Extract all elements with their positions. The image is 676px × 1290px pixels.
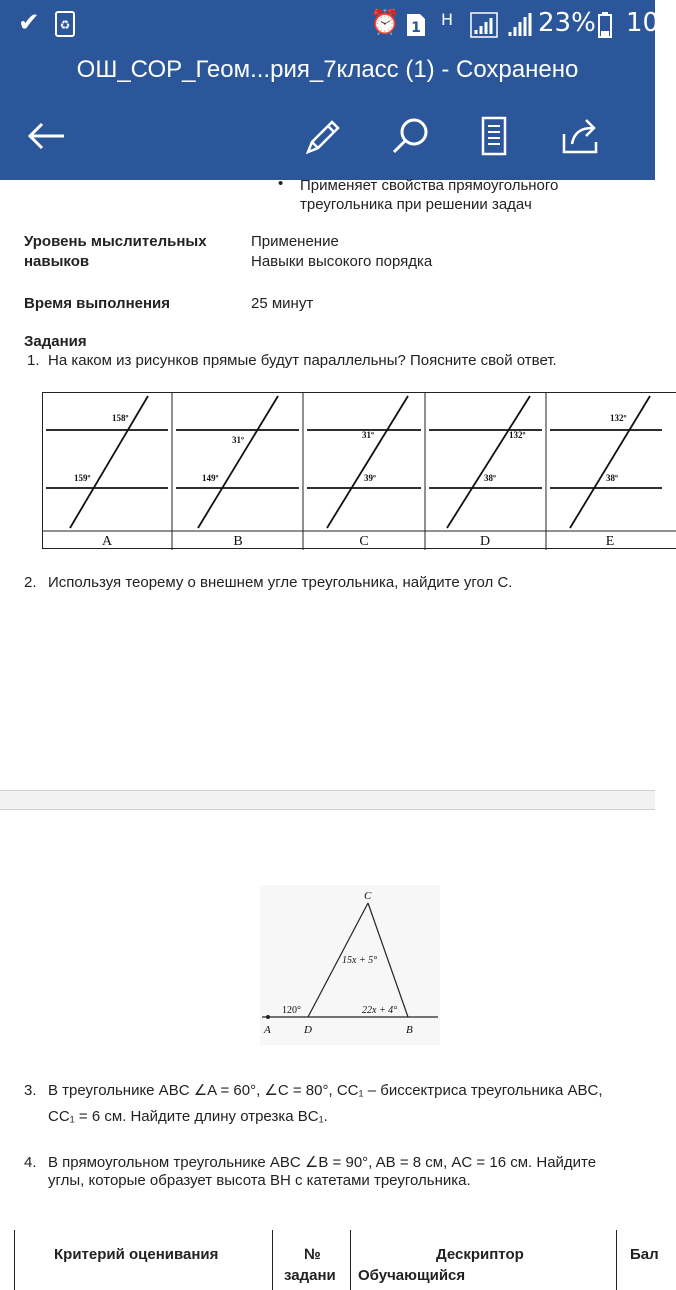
share-icon — [556, 112, 604, 160]
pencil-icon — [298, 112, 346, 160]
q3-line2: CC₁ = 6 см. Найдите длину отрезка BC₁. — [48, 1107, 328, 1127]
battery-percent: 23% — [538, 8, 596, 38]
document-title: ОШ_СОР_Геом...рия_7класс (1) - Сохранено — [0, 56, 655, 84]
task-number-header-line1: № — [304, 1245, 321, 1265]
fig-b-top-angle: 31º — [232, 435, 244, 445]
fig-e-label: E — [606, 534, 615, 549]
descriptor-header-line2: Обучающийся — [358, 1266, 465, 1286]
descriptor-header-line1: Дескриптор — [436, 1245, 524, 1265]
angle-b-label: 22x + 4° — [362, 1005, 397, 1016]
triangle-figure — [260, 885, 440, 1045]
q1-number: 1. — [27, 351, 40, 371]
sim-icon — [405, 12, 427, 45]
angle-exterior-label: 120° — [282, 1005, 301, 1016]
fig-d-label: D — [480, 534, 490, 549]
q4-number: 4. — [24, 1153, 37, 1173]
q4-line1: В прямоугольном треугольнике ABC ∠B = 90°, AB = 8 см, AC = 16 см. Найдите — [48, 1153, 596, 1173]
svg-text:♻: ♻ — [60, 18, 71, 32]
fig-c-label: C — [359, 534, 368, 549]
fig-e-top-angle: 132º — [610, 413, 627, 423]
reading-view-icon — [470, 112, 518, 160]
fig-a-bottom-angle: 159º — [74, 473, 91, 483]
time-label: Время выполнения — [24, 294, 170, 314]
angle-c-label: 15x + 5° — [342, 955, 377, 966]
search-icon — [386, 112, 434, 160]
bullet-text-line1: Применяет свойства прямоугольного — [300, 176, 558, 196]
fig-d-bottom-angle: 38º — [484, 473, 496, 483]
alarm-icon: ⏰ — [370, 8, 400, 36]
share-button[interactable] — [556, 112, 604, 160]
level-value-line1: Применение — [251, 232, 339, 252]
level-label-line1: Уровень мыслительных — [24, 232, 207, 252]
status-bar — [0, 0, 655, 50]
vertex-c-label: C — [364, 890, 372, 902]
q2-text: Используя теорему о внешнем угле треугольника, найдите угол C. — [48, 573, 512, 593]
reading-view-button[interactable] — [470, 112, 518, 160]
fig-b-bottom-angle: 149º — [202, 473, 219, 483]
bullet-text-line2: треугольника при решении задач — [300, 195, 532, 215]
fig-a-top-angle: 158º — [112, 413, 129, 423]
bullet-icon: • — [278, 174, 283, 194]
points-header: Бал — [630, 1245, 659, 1265]
fig-c-top-angle: 31º — [362, 430, 374, 440]
q4-line2: углы, которые образует высота BH с катетами треугольника. — [48, 1171, 471, 1191]
task-number-header-line2: задани — [284, 1266, 336, 1286]
check-icon: ✔ — [18, 8, 40, 38]
level-value-line2: Навыки высокого порядка — [251, 252, 432, 272]
q1-text: На каком из рисунков прямые будут параллельны? Поясните свой ответ. — [48, 351, 557, 371]
edit-button[interactable] — [298, 112, 346, 160]
fig-b-label: B — [233, 534, 242, 549]
back-button[interactable] — [22, 112, 70, 160]
vertex-a-label: A — [263, 1024, 271, 1036]
signal-icon — [470, 12, 498, 45]
criteria-table-header — [14, 1230, 674, 1290]
q3-number: 3. — [24, 1081, 37, 1101]
q3-line1: В треугольнике ABC ∠A = 60°, ∠C = 80°, CC₁ – биссектриса треугольника ABC, — [48, 1081, 603, 1101]
fig-d-top-angle: 132º — [509, 430, 526, 440]
tasks-heading: Задания — [24, 332, 87, 352]
recycle-icon — [54, 10, 76, 45]
fig-a-label: A — [102, 534, 113, 549]
svg-text:1: 1 — [411, 20, 421, 36]
battery-icon — [598, 12, 612, 45]
back-icon — [22, 112, 70, 160]
q2-number: 2. — [24, 573, 37, 593]
time-value: 25 минут — [251, 294, 313, 314]
fig-e-bottom-angle: 38º — [606, 473, 618, 483]
vertex-d-label: D — [303, 1024, 312, 1036]
parallel-lines-figure — [42, 392, 662, 550]
data-icon: H — [441, 10, 453, 29]
app-bar — [0, 50, 655, 180]
page-break — [0, 790, 655, 810]
fig-c-bottom-angle: 39º — [364, 473, 376, 483]
vertex-b-label: B — [406, 1024, 413, 1036]
search-button[interactable] — [386, 112, 434, 160]
signal-icon — [506, 12, 532, 45]
level-label-line2: навыков — [24, 252, 89, 272]
document-page[interactable] — [0, 180, 655, 1280]
clock-time: 10 — [626, 8, 659, 38]
criteria-header: Критерий оценивания — [54, 1245, 218, 1265]
